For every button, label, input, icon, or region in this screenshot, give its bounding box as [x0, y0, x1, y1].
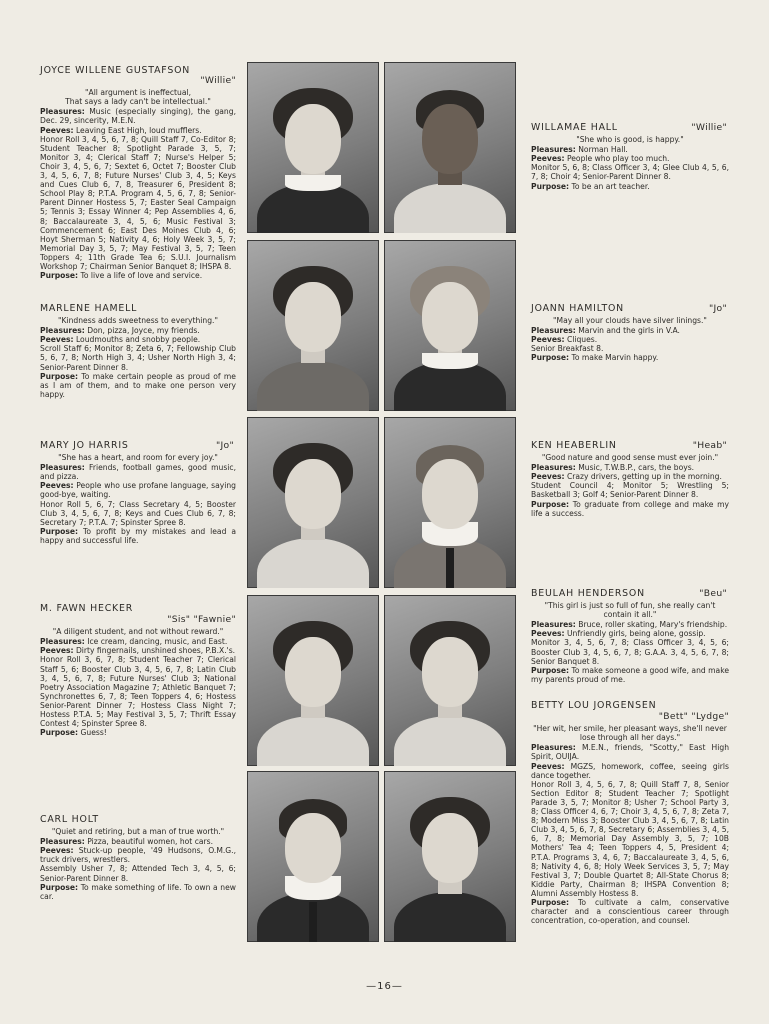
portrait-photo-gustafson [247, 62, 379, 233]
student-name: WILLAMAE HALL [531, 122, 618, 133]
pleasures-field: Pleasures: Pizza, beautiful women, hot cars. [40, 837, 214, 847]
peeves-field: Peeves: Cliques. [531, 335, 598, 345]
student-name: BEULAH HENDERSON [531, 588, 645, 599]
peeves-field: Peeves: Leaving East High, loud mufflers. [40, 125, 202, 135]
student-nickname: "Jo" [216, 440, 234, 451]
student-quote: "May all your clouds have silver linings." [553, 316, 707, 326]
pleasures-field: Pleasures: Music (especially singing), the gang, Dec. 29, sincerity, M.E.N. [40, 107, 236, 126]
pleasures-field: Pleasures: Ice cream, dancing, music, and East. [40, 637, 228, 647]
student-name: JOYCE WILLENE GUSTAFSON [40, 65, 191, 76]
student-nickname: "Bett" "Lydge" [658, 711, 729, 723]
student-entry-henderson [531, 589, 729, 684]
student-nickname: "Heab" [692, 440, 727, 451]
student-quote: "This girl is just so full of fun, she really can't contain it all." [544, 601, 716, 620]
student-entry-holt [40, 815, 236, 901]
portrait-photo-harris [247, 417, 379, 588]
peeves-field: Peeves: People who use profane language, saying good-bye, waiting. [40, 481, 236, 500]
portrait-photo-henderson [384, 595, 516, 766]
activities-field: Honor Roll 5, 6, 7; Class Secretary 4, 5; Booster Club 3, 4, 5, 6, 7, 8; Keys and Cues Club 6, 7, 8; Secretary 7; P.T.A. 7; Spinster Spree 8. [40, 499, 236, 527]
purpose-field: Purpose: To make certain people as proud of me as I am of them, and to make one person very happy. [40, 371, 236, 399]
purpose-field: Purpose: To make someone a good wife, and make my parents proud of me. [531, 665, 729, 684]
portrait-photo-holt [247, 771, 379, 942]
portrait-photo-hamell [247, 240, 379, 411]
peeves-field: Peeves: Unfriendly girls, being alone, gossip. [531, 629, 706, 639]
activities-field: Honor Roll 3, 6, 7, 8; Student Teacher 7; Clerical Staff 5, 6; Booster Club 3, 4, 5, 6, 7, 8; Latin Club 3, 4, 5, 6, 7, 8; Future Nurses' Club 3; National Poetry Association Magazine 7; Athletic Banquet 7; Synchronettes 6, 7, 8; Teen Toppers 4, 6; Hostess Senior-Parent Dinner 7; Hostess Class Night 7; Hostess P.T.A. 5; May Festival 3, 5, 7; Thrift Essay Contest 4; Spinster Spree 8. [40, 655, 236, 729]
student-nickname: "Sis" "Fawnie" [167, 614, 236, 626]
page-number: —16— [366, 981, 403, 992]
activities-field: Senior Breakfast 8. [531, 344, 604, 354]
portrait-photo-heaberlin [384, 417, 516, 588]
pleasures-field: Pleasures: Norman Hall. [531, 145, 628, 155]
student-entry-harris [40, 441, 236, 545]
student-quote: "She who is good, is happy." [576, 135, 684, 145]
pleasures-field: Pleasures: Marvin and the girls in V.A. [531, 326, 680, 336]
student-entry-hecker [40, 604, 236, 737]
purpose-field: Purpose: To be an art teacher. [531, 181, 650, 191]
purpose-field: Purpose: To profit by my mistakes and lead a happy and successful life. [40, 526, 236, 545]
student-nickname: "Jo" [709, 303, 727, 314]
student-quote: "Her wit, her smile, her pleasant ways, she'll never lose through all her days." [533, 724, 727, 743]
purpose-field: Purpose: To make Marvin happy. [531, 353, 659, 363]
pleasures-field: Pleasures: Friends, football games, good music, and pizza. [40, 463, 236, 482]
purpose-field: Purpose: To graduate from college and make my life a success. [531, 499, 729, 518]
activities-field: Honor Roll 3, 4, 5, 6, 7, 8; Quill Staff 7, 8, Senior Section Editor 8; Student Teacher 7; Spotlight Parade 3, 5, 7; Monitor 8; Usher 7; School Party 3, 8; Class Officer 4, 6, 7; Choir 3, 4, 5, 6, 7, 8; Zeta 7, 8; Modern Miss 3; Booster Club 3, 4, 5, 6, 7, 8; Latin Club 3, 4, 5, 6, 7, 8, Secretary 6; Assemblies 3, 4, 5, 6, 7, 8; Memorial Day Assembly 3, 5, 7; 10B Mothers' Tea 4; Teen Toppers 4, 5, President 4; P.T.A. Programs 3, 4, 6, 7; Baccalaureate 3, 4, 5, 6, 8; Nativity 4, 6, 8; Holy Week Services 3, 5, 7; May Festival 3, 7; Double Quartet 8; All-State Chorus 8; Kiddie Party, Chairman 8; IHSPA Convention 8; Alumni Assembly Hostess 8. [531, 779, 729, 898]
student-entry-gustafson [40, 66, 236, 280]
activities-field: Monitor 3, 4, 5, 6, 7, 8; Class Officer 3, 4, 5, 6; Booster Club 3, 4, 5, 6, 7, 8; G.A.A. 3, 4, 5, 6, 7, 8; Senior Banquet 8. [531, 638, 729, 666]
pleasures-field: Pleasures: Bruce, roller skating, Mary's friendship. [531, 620, 728, 630]
student-quote: "A diligent student, and not without reward." [52, 627, 224, 637]
pleasures-field: Pleasures: Don, pizza, Joyce, my friends. [40, 326, 200, 336]
student-name: CARL HOLT [40, 814, 99, 825]
student-quote: "She has a heart, and room for every joy." [58, 453, 218, 463]
student-name: JOANN HAMILTON [531, 303, 624, 314]
peeves-field: Peeves: Dirty fingernails, unshined shoes, P.B.X.'s. [40, 646, 236, 656]
student-name: BETTY LOU JORGENSEN [531, 700, 657, 711]
purpose-field: Purpose: To make something of life. To own a new car. [40, 882, 236, 901]
student-entry-heaberlin [531, 441, 729, 518]
peeves-field: Peeves: Loudmouths and snobby people. [40, 335, 201, 345]
activities-field: Student Council 4; Monitor 5; Wrestling 5; Basketball 3; Golf 4; Senior-Parent Dinner 8. [531, 481, 729, 500]
student-name: KEN HEABERLIN [531, 440, 617, 451]
student-entry-jorgensen [531, 701, 729, 925]
purpose-field: Purpose: To live a life of love and service. [40, 271, 203, 281]
student-name: MARLENE HAMELL [40, 303, 138, 314]
portrait-photo-jorgensen [384, 771, 516, 942]
peeves-field: Peeves: People who play too much. [531, 154, 670, 164]
student-name: M. FAWN HECKER [40, 603, 134, 614]
student-nickname: "Willie" [691, 122, 727, 133]
peeves-field: Peeves: Crazy drivers, getting up in the morning. [531, 472, 722, 482]
student-quote: "Good nature and good sense must ever join." [541, 453, 719, 463]
student-quote: "Quiet and retiring, but a man of true worth." [51, 827, 225, 837]
student-entry-hamell [40, 304, 236, 399]
student-nickname: "Beu" [699, 588, 727, 599]
student-quote: "All argument is ineffectual, That says a lady can't be intellectual." [65, 88, 211, 107]
portrait-photo-hall [384, 62, 516, 233]
pleasures-field: Pleasures: M.E.N., friends, "Scotty," East High Spirit, OUIJA. [531, 743, 730, 762]
portrait-photo-hamilton [384, 240, 516, 411]
activities-field: Assembly Usher 7, 8; Attended Tech 3, 4, 5, 6; Senior-Parent Dinner 8. [40, 864, 236, 883]
activities-field: Honor Roll 3, 4, 5, 6, 7, 8; Quill Staff 7, Co-Editor 8; Student Teacher 8; Spotlight Parade 3, 5, 7; Monitor 3, 4; Clerical Staff 7; Nurse's Helper 5; Choir 3, 4, 5, 6, 7; Sextet 6, Octet 7; Booster Club 3, 4, 5, 6, 7, 8; Future Nurses' Club 3, 4, 5; Keys and Cues Club 6, 7, 8, Treasurer 6, President 8; School Play 8; P.T.A. Program 4, 5, 6, 7, 8; Senior-Parent Dinner Hostess 5, 7; Easter Seal Campaign 5; Tennis 3; Essay Winner 4; Pep Assemblies 4, 6, 8; Baccalaureate 3, 4, 5, 6; Music Festival 3; Commencement 6; East Des Moines Club 4, 6; Hoyt Sherman 5; Nativity 4, 6; Holy Week 3, 5, 7; Memorial Day 3, 5, 7; May Festival 3, 5, 7; Teen Toppers 4; 11th Grade Tea 6; S.U.I. Journalism Workshop 7; Chairman Senior Banquet 8; IHSPA 8. [40, 134, 236, 271]
student-quote: "Kindness adds sweetness to everything." [58, 316, 218, 326]
student-entry-hamilton [531, 304, 729, 363]
peeves-field: Peeves: MGZS, homework, coffee, seeing girls dance together. [531, 761, 729, 780]
portrait-photo-hecker [247, 595, 379, 766]
peeves-field: Peeves: Stuck-up people, '49 Hudsons, O.M.G., truck drivers, wrestlers. [40, 846, 236, 865]
purpose-field: Purpose: Guess! [40, 728, 107, 738]
pleasures-field: Pleasures: Music, T.W.B.P., cars, the boys. [531, 463, 695, 473]
student-nickname: "Willie" [200, 75, 236, 87]
activities-field: Scroll Staff 6; Monitor 8; Zeta 6, 7; Fellowship Club 5, 6, 7, 8; North High 3, 4; Usher North High 3, 4; Senior-Parent Dinner 8. [40, 344, 236, 372]
purpose-field: Purpose: To cultivate a calm, conservative character and a conscientious career through concentration, co-operation, and counsel. [531, 897, 729, 926]
student-name: MARY JO HARRIS [40, 440, 129, 451]
activities-field: Monitor 5, 6, 8; Class Officer 3, 4; Glee Club 4, 5, 6, 7, 8; Choir 4; Senior-Parent Dinner 8. [531, 163, 729, 182]
student-entry-hall [531, 123, 729, 191]
